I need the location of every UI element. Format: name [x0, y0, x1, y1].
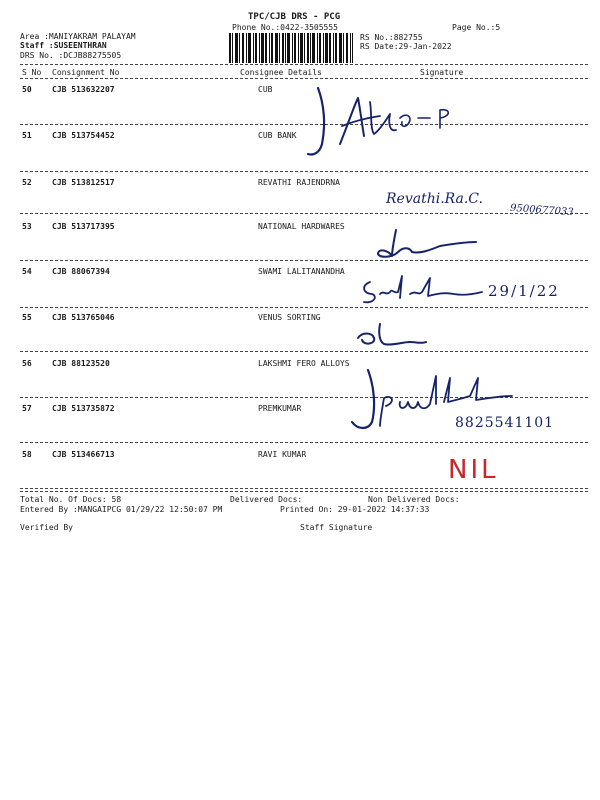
row-consignee: PREMKUMAR — [258, 404, 302, 413]
column-header-consignee: Consignee Details — [240, 68, 322, 77]
row-divider — [20, 488, 588, 489]
row-divider — [20, 397, 588, 398]
printed-on: Printed On: 29-01-2022 14:37:33 — [280, 505, 430, 514]
total-docs: Total No. Of Docs: 58 — [20, 495, 122, 504]
row-sno: 53 — [22, 222, 32, 231]
row-consignment: CJB 513735872 — [52, 404, 115, 413]
phone-number: Phone No.:0422-3505555 — [232, 23, 338, 32]
handwritten-date-row-54: 29/1/22 — [488, 282, 560, 300]
delivered-docs: Delivered Docs: — [230, 495, 303, 504]
row-consignee: CUB BANK — [258, 131, 297, 140]
row-sno: 51 — [22, 131, 32, 140]
document-title: TPC/CJB DRS - PCG — [248, 12, 341, 22]
handwritten-name-row-52: Revathi.Ra.C. — [386, 191, 483, 207]
row-sno: 56 — [22, 359, 32, 368]
signature-row-55 — [350, 320, 430, 352]
row-sno: 58 — [22, 450, 32, 459]
row-consignment: CJB 513754452 — [52, 131, 115, 140]
handwritten-phone-row-57: 8825541101 — [455, 415, 555, 431]
row-consignee: CUB — [258, 85, 273, 94]
non-delivered-docs: Non Delivered Docs: — [368, 495, 460, 504]
row-consignment: CJB 88067394 — [52, 267, 110, 276]
signature-row-53 — [370, 224, 480, 260]
entered-by: Entered By :MANGAIPCG 01/29/22 12:50:07 PM — [20, 505, 223, 514]
page-number: Page No.:5 — [452, 23, 501, 32]
column-header-signature: Signature — [420, 68, 464, 77]
rs-date: RS Date:29-Jan-2022 — [360, 42, 452, 51]
row-divider — [20, 260, 588, 261]
row-consignee: NATIONAL HARDWARES — [258, 222, 345, 231]
row-divider — [20, 171, 588, 172]
row-divider — [20, 213, 588, 214]
row-consignment: CJB 513466713 — [52, 450, 115, 459]
row-divider — [20, 442, 588, 443]
verified-by: Verified By — [20, 523, 73, 532]
area-label: Area :MANIYAKRAM PALAYAM — [20, 32, 136, 41]
row-consignee: SWAMI LALITANANDHA — [258, 267, 345, 276]
row-consignee: REVATHI RAJENDRNA — [258, 178, 340, 187]
row-divider — [20, 124, 588, 125]
signature-row-54 — [350, 272, 485, 308]
row-consignee: RAVI KUMAR — [258, 450, 307, 459]
header-divider — [20, 64, 588, 65]
row-consignment: CJB 513765046 — [52, 313, 115, 322]
column-header-consignment: Consignment No — [52, 68, 120, 77]
handwritten-phone-row-52: 9500677033 — [509, 202, 574, 219]
footer-divider — [20, 491, 588, 492]
staff-label: Staff :SUSEENTHRAN — [20, 41, 107, 50]
row-consignee: VENUS SORTING — [258, 313, 321, 322]
row-divider — [20, 351, 588, 352]
row-sno: 55 — [22, 313, 32, 322]
row-sno: 54 — [22, 267, 32, 276]
handwritten-nil-row-58: NIL — [448, 455, 499, 485]
row-consignment: CJB 513632207 — [52, 85, 115, 94]
row-consignment: CJB 513812517 — [52, 178, 115, 187]
column-header-sno: S No — [22, 68, 42, 77]
row-divider — [20, 307, 588, 308]
staff-signature: Staff Signature — [300, 523, 373, 532]
row-consignment: CJB 513717395 — [52, 222, 115, 231]
row-sno: 50 — [22, 85, 32, 94]
row-consignee: LAKSHMI FERO ALLOYS — [258, 359, 350, 368]
drs-number: DRS No. :DCJB88275505 — [20, 51, 122, 60]
row-sno: 57 — [22, 404, 32, 413]
rs-number: RS No.:882755 — [360, 33, 423, 42]
barcode-image — [229, 33, 353, 63]
row-sno: 52 — [22, 178, 32, 187]
row-consignment: CJB 88123520 — [52, 359, 110, 368]
signature-row-50-51 — [300, 84, 480, 160]
column-header-divider — [20, 78, 588, 79]
